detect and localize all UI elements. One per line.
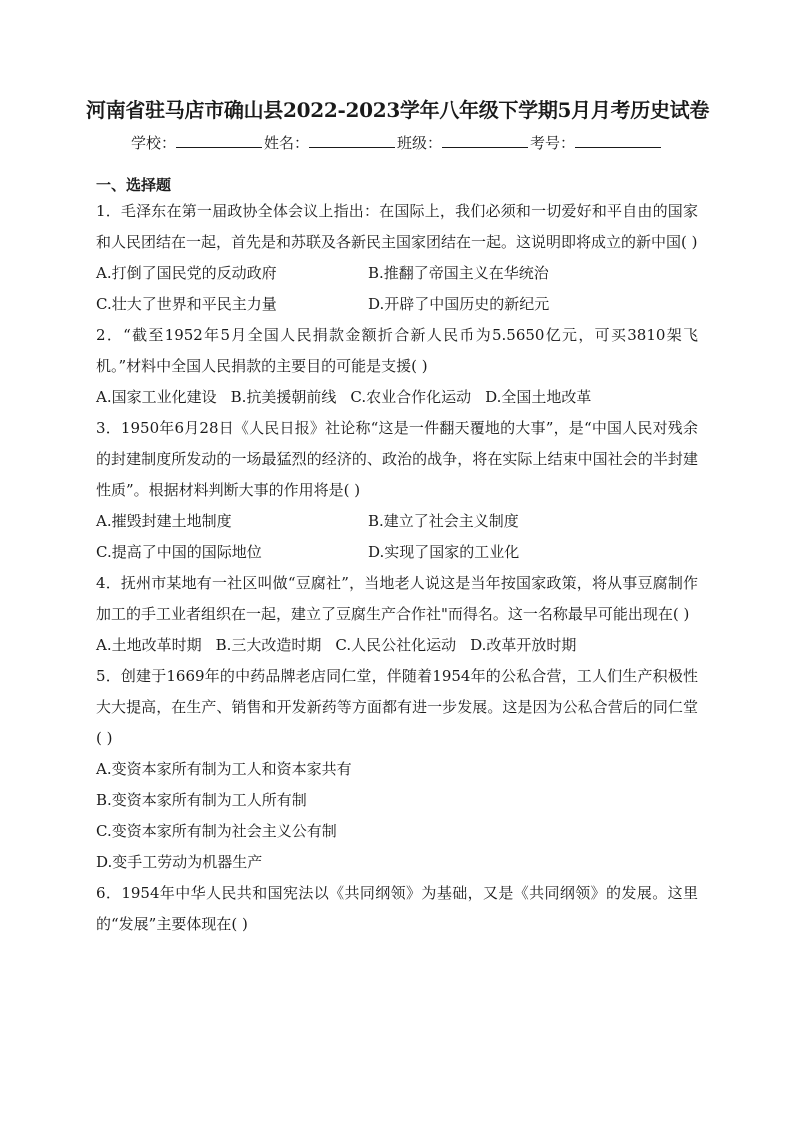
option-d: D.变手工劳动为机器生产	[96, 853, 263, 871]
option-c: C.壮大了世界和平民主力量	[96, 295, 277, 313]
option-c: C.变资本家所有制为社会主义公有制	[96, 822, 337, 840]
option-c: C.提高了中国的国际地位	[96, 543, 262, 561]
class-label: 班级：	[397, 134, 443, 152]
option-b: B.变资本家所有制为工人所有制	[96, 791, 307, 809]
option-d: D.改革开放时期	[470, 636, 577, 654]
name-label: 姓名：	[263, 134, 309, 152]
question-stem: 4．抚州市某地有一社区叫做“豆腐社”，当地老人说这是当年按国家政策，将从事豆腐制作加工的手工业者组织在一起，建立了豆腐生产合作社"而得名。这一名称最早可能出现在( )	[96, 574, 698, 623]
question-stem: 3．1950年6月28日《人民日报》社论称“这是一件翻天覆地的大事”，是“中国人民对残余的封建制度所发动的一场最猛烈的经济的、政治的战争，将在实际上结束中国社会的半封建性质”。根据材料判断大事的作用将是( )	[96, 419, 698, 499]
option-d: D.全国土地改革	[485, 388, 592, 406]
question-options	[96, 754, 698, 878]
section-heading: 一、选择题	[96, 176, 172, 194]
student-info-line	[96, 132, 698, 154]
option-a: A.变资本家所有制为工人和资本家共有	[96, 760, 352, 778]
school-blank	[176, 133, 262, 148]
option-b: B.三大改造时期	[215, 636, 322, 654]
option-b: B.建立了社会主义制度	[368, 512, 519, 530]
option-a: A.打倒了国民党的反动政府	[96, 264, 277, 282]
number-label: 考号：	[530, 134, 576, 152]
option-c: C.农业合作化运动	[350, 388, 472, 406]
option-c: C.人民公社化运动	[335, 636, 457, 654]
school-label: 学校：	[130, 134, 176, 152]
option-d: D.实现了国家的工业化	[368, 543, 520, 561]
option-b: B.推翻了帝国主义在华统治	[368, 264, 549, 282]
question-stem: 1．毛泽东在第一届政协全体会议上指出：在国际上，我们必须和一切爱好和平自由的国家和人民团结在一起，首先是和苏联及各新民主国家团结在一起。这说明即将成立的新中国( )	[96, 202, 698, 251]
option-b: B.抗美援朝前线	[230, 388, 337, 406]
question-4	[96, 568, 698, 661]
question-stem: 2．“截至1952年5月全国人民捐款金额折合新人民币为5.5650亿元，可买3810架飞机。”材料中全国人民捐款的主要目的可能是支援( )	[96, 326, 698, 375]
option-a: A.土地改革时期	[96, 636, 202, 654]
option-a: A.国家工业化建设	[96, 388, 217, 406]
question-2	[96, 320, 698, 413]
exam-title: 河南省驻马店市确山县2022-2023学年八年级下学期5月月考历史试卷	[86, 98, 710, 122]
question-options	[96, 382, 698, 413]
option-a: A.摧毁封建土地制度	[96, 512, 232, 530]
class-blank	[442, 133, 528, 148]
question-1	[96, 196, 698, 320]
question-options	[96, 506, 698, 568]
question-stem: 5．创建于1669年的中药品牌老店同仁堂，伴随着1954年的公私合营，工人们生产积极性大大提高，在生产、销售和开发新药等方面都有进一步发展。这是因为公私合营后的同仁堂( )	[96, 667, 698, 747]
option-d: D.开辟了中国历史的新纪元	[368, 295, 550, 313]
question-3	[96, 413, 698, 568]
question-5	[96, 661, 698, 878]
name-blank	[309, 133, 395, 148]
question-stem: 6．1954年中华人民共和国宪法以《共同纲领》为基础，又是《共同纲领》的发展。这里的“发展”主要体现在( )	[96, 884, 698, 933]
question-options	[96, 258, 698, 320]
question-6	[96, 878, 698, 940]
number-blank	[575, 133, 661, 148]
question-options	[96, 630, 698, 661]
